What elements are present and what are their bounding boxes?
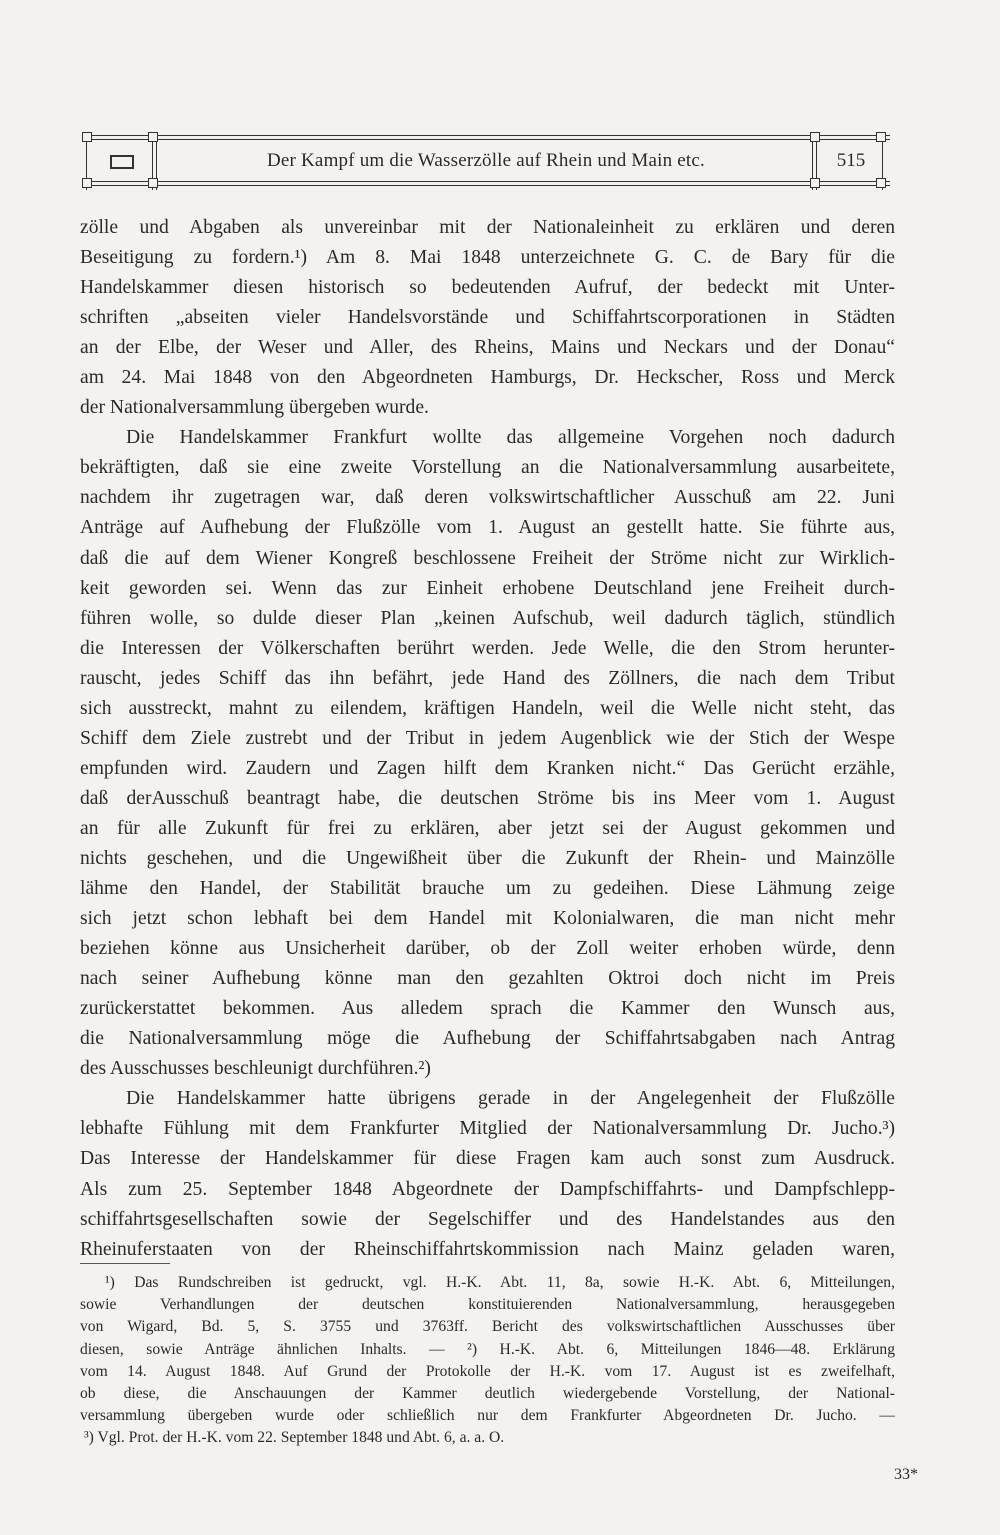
running-header — [82, 132, 890, 190]
footnote-line: versammlung übergeben wurde oder schließlich nur dem Frankfurter Abgeordneten Dr. Jucho. — — [80, 1407, 895, 1425]
text-line: beziehen könne aus Unsicherheit darüber, ob der Zoll weiter erhoben würde, denn — [80, 938, 895, 960]
text-line: schiffahrtsgesellschaften sowie der Segelschiffer und des Handelstandes aus den — [80, 1208, 895, 1230]
text-line: daß die auf dem Wiener Kongreß beschlossene Freiheit der Ströme nicht zur Wirklich- — [80, 547, 895, 569]
text-line: schriften „abseiten vieler Handelsvorstände und Schiffahrtscorporationen in Städten — [80, 307, 895, 329]
text-line: die Interessen der Völkerschaften berührt werden. Jede Welle, die den Strom herunter- — [80, 637, 895, 659]
text-line: Beseitigung zu fordern.¹) Am 8. Mai 1848 unterzeichnete G. C. de Bary für die — [80, 247, 895, 269]
corner-square-ornament — [82, 132, 92, 142]
page-number: 515 — [836, 150, 866, 171]
text-line: Handelskammer diesen historisch so bedeutenden Aufruf, der bedeckt mit Unter- — [80, 277, 895, 299]
text-line: Das Interesse der Handelskammer für diese Fragen kam auch sonst zum Ausdruck. — [80, 1148, 895, 1170]
header-rule — [82, 185, 890, 186]
text-line: der Nationalversammlung übergeben wurde. — [80, 397, 429, 419]
text-line: führen wolle, so dulde dieser Plan „keinen Aufschub, weil dadurch täglich, stündlich — [80, 607, 895, 629]
header-box-ornament — [110, 155, 134, 169]
text-line: sich ausstreckt, mahnt zu eilendem, kräftigen Handeln, weil die Welle nicht steht, das — [80, 697, 895, 719]
text-line: Als zum 25. September 1848 Abgeordnete der Dampfschiffahrts- und Dampfschlepp- — [80, 1178, 895, 1200]
printer-signature: 33* — [894, 1466, 918, 1483]
header-rule — [82, 181, 890, 182]
text-line: nachdem ihr zugetragen war, daß deren volkswirtschaftlicher Ausschuß am 22. Juni — [80, 487, 895, 509]
text-line: zurückerstattet bekommen. Aus alledem sprach die Kammer den Wunsch aus, — [80, 998, 895, 1020]
text-line: am 24. Mai 1848 von den Abgeordneten Hamburgs, Dr. Heckscher, Ross und Merck — [80, 367, 895, 389]
text-line: Schiff dem Ziele zustrebt und der Tribut in jedem Augenblick wie der Stich der Wespe — [80, 727, 895, 749]
footnote-line: von Wigard, Bd. 5, S. 3755 und 3763ff. Bericht des volkswirtschaftlichen Ausschusses über — [80, 1318, 895, 1336]
text-line: bekräftigten, daß sie eine zweite Vorstellung an die Nationalversammlung ausarbeitete, — [80, 457, 895, 479]
text-line: an für alle Zukunft für frei zu erklären, aber jetzt sei der August gekommen und — [80, 817, 895, 839]
text-line: daß derAusschuß beantragt habe, die deutschen Ströme bis ins Meer vom 1. August — [80, 787, 895, 809]
footnote-line: sowie Verhandlungen der deutschen konstituierenden Nationalversammlung, herausgegeben — [80, 1296, 895, 1314]
footnote-rule — [80, 1263, 170, 1264]
text-line: zölle und Abgaben als unvereinbar mit der Nationaleinheit zu erklären und deren — [80, 217, 895, 238]
corner-square-ornament — [876, 132, 886, 142]
corner-square-ornament — [876, 178, 886, 188]
corner-square-ornament — [810, 178, 820, 188]
corner-square-ornament — [148, 178, 158, 188]
text-line: nach seiner Aufhebung könne man den gezahlten Oktroi doch nicht im Preis — [80, 968, 895, 990]
text-line: sich jetzt schon lebhaft bei dem Handel mit Kolonialwaren, die man nicht mehr — [80, 908, 895, 930]
footnote-line: ob diese, die Anschauungen der Kammer deutlich wiedergebende Vorstellung, der National- — [80, 1385, 895, 1403]
text-line: lähme den Handel, der Stabilität brauche um zu gedeihen. Diese Lähmung zeige — [80, 878, 895, 900]
corner-square-ornament — [148, 132, 158, 142]
footnotes — [80, 1272, 895, 1450]
body-text — [80, 213, 895, 1265]
text-line: keit geworden sei. Wenn das zur Einheit erhobene Deutschland jene Freiheit durch- — [80, 577, 895, 599]
text-line: Anträge auf Aufhebung der Flußzölle vom 1. August an gestellt hatte. Sie führte aus, — [80, 517, 895, 539]
text-line: des Ausschusses beschleunigt durchführen.²) — [80, 1058, 431, 1080]
text-line: Rheinuferstaaten von der Rheinschiffahrtskommission nach Mainz geladen waren, — [80, 1238, 895, 1260]
text-line: lebhafte Fühlung mit dem Frankfurter Mitglied der Nationalversammlung Dr. Jucho.³) — [80, 1118, 895, 1140]
text-line: die Nationalversammlung möge die Aufhebung der Schiffahrtsabgaben nach Antrag — [80, 1028, 895, 1050]
text-line: Die Handelskammer Frankfurt wollte das allgemeine Vorgehen noch dadurch — [126, 427, 895, 449]
corner-square-ornament — [810, 132, 820, 142]
header-rule — [82, 135, 890, 136]
text-line: nichts geschehen, und die Ungewißheit über die Zukunft der Rhein- und Mainzölle — [80, 847, 895, 869]
footnote-line: vom 14. August 1848. Auf Grund der Protokolle der H.-K. vom 17. August ist es zweifelhaft, — [80, 1362, 895, 1380]
footnote-line: ³) Vgl. Prot. der H.-K. vom 22. September 1848 und Abt. 6, a. a. O. — [84, 1429, 505, 1447]
running-title: Der Kampf um die Wasserzölle auf Rhein und Main etc. — [266, 150, 705, 171]
text-line: rauscht, jedes Schiff das ihn befährt, jede Hand des Zöllners, die nach dem Tribut — [80, 667, 895, 689]
footnote-line: diesen, sowie Anträge ähnlichen Inhalts. — ²) H.-K. Abt. 6, Mitteilungen 1846—48. Erklärung — [80, 1340, 895, 1358]
text-line: empfunden wird. Zaudern und Zagen hilft dem Kranken nicht.“ Das Gerücht erzähle, — [80, 757, 895, 779]
footnote-line: ¹) Das Rundschreiben ist gedruckt, vgl. H.-K. Abt. 11, 8a, sowie H.-K. Abt. 6, Mitteilungen, — [105, 1274, 895, 1291]
text-line: an der Elbe, der Weser und Aller, des Rheins, Mains und Neckars und der Donau“ — [80, 337, 895, 359]
header-rule — [82, 139, 890, 140]
text-line: Die Handelskammer hatte übrigens gerade in der Angelegenheit der Flußzölle — [126, 1088, 895, 1110]
corner-square-ornament — [82, 178, 92, 188]
